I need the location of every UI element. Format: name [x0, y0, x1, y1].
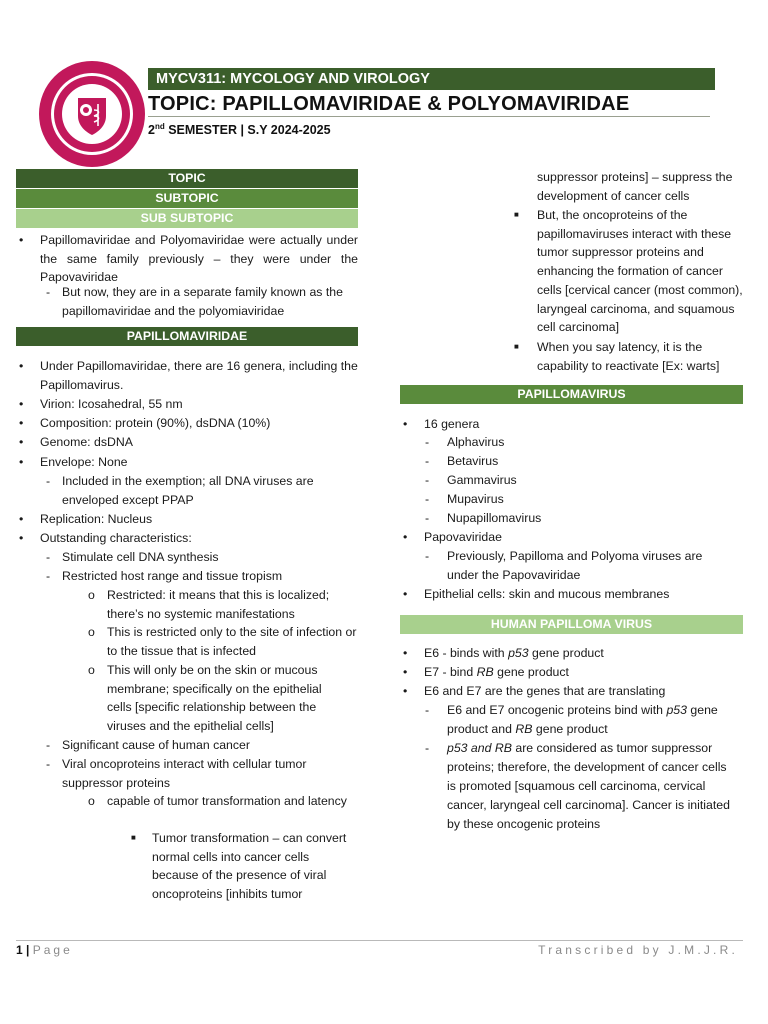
- genera-count: 16 genera: [424, 417, 480, 431]
- genus-mupavirus: Mupavirus: [447, 492, 504, 506]
- page-number-value: 1: [16, 943, 23, 957]
- intro-bullet: Papillomaviridae and Polyomaviridae were actually under the same family previously – they were under the Papovaviridae: [40, 233, 358, 285]
- page-label: Page: [32, 943, 73, 957]
- semester-line: [148, 122, 331, 137]
- oncogenic-binding-line1: [447, 701, 718, 720]
- e7-text: E7 - bind: [424, 665, 477, 679]
- bullet-dot: •: [19, 416, 24, 430]
- genus-gammavirus: Gammavirus: [447, 473, 517, 487]
- tumor-suppressor-line1: [447, 739, 712, 758]
- envelope-sub-bullet: Included in the exemption; all DNA viruses are enveloped except PPAP: [62, 474, 314, 507]
- bullet-circle: o: [88, 625, 95, 639]
- bullet-dash: -: [425, 549, 430, 563]
- e7-text-end: gene product: [493, 665, 569, 679]
- oc-oncoprotein-interaction: But, the oncoproteins of the papillomaviruses interact with these tumor suppressor proteins and enhancing the formation of cancer cells [cervical cancer (most common), laryngeal carcinoma, and squamous cell carcinoma]: [537, 208, 743, 335]
- bullet-dot: •: [403, 684, 408, 698]
- legend-subsubtopic: SUB SUBTOPIC: [16, 209, 358, 228]
- course-title-bar: [148, 68, 715, 90]
- legend-subtopic: SUBTOPIC: [16, 189, 358, 208]
- genera-bullet: Under Papillomaviridae, there are 16 genera, including the Papillomavirus.: [40, 359, 358, 392]
- tumor-transformation-tail: suppressor proteins] – suppress the development of cancer cells: [537, 169, 733, 203]
- e6-e7-bullet: E6 and E7 are the genes that are translating: [424, 684, 666, 698]
- course-title: MYCV311: MYCOLOGY AND VIROLOGY: [156, 71, 430, 87]
- binding-gene-p53: p53: [666, 703, 687, 717]
- bullet-dash: -: [46, 285, 51, 299]
- topic-title: TOPIC: PAPILLOMAVIRIDAE & POLYOMAVIRIDAE: [148, 93, 630, 115]
- oc-restricted-a: Restricted: it means that this is localized; there’s no systemic manifestations: [107, 588, 330, 621]
- papovaviridae-sub: Previously, Papilloma and Polyoma viruses are under the Papovaviridae: [447, 549, 703, 582]
- intro-sub-bullet: But now, they are in a separate family known as the papillomaviridae and the polyomiaviridae: [62, 285, 343, 318]
- bullet-dot: •: [403, 587, 408, 601]
- section-band-hpv: HUMAN PAPILLOMA VIRUS: [400, 615, 743, 634]
- bullet-dash: -: [425, 435, 430, 449]
- bullet-dash: -: [425, 703, 430, 717]
- oc-latency: When you say latency, it is the capability to reactivate [Ex: warts]: [537, 340, 720, 373]
- section-band-papillomavirus: PAPILLOMAVIRUS: [400, 385, 743, 404]
- genome-bullet: Genome: dsDNA: [40, 435, 133, 449]
- bullet-dot: •: [19, 397, 24, 411]
- transcriber-credit: Transcribed by J.M.J.R.: [538, 943, 738, 957]
- oc-restricted-b: This is restricted only to the site of infection or to the tissue that is infected: [107, 625, 357, 658]
- genus-alphavirus: Alphavirus: [447, 435, 505, 449]
- e6-text-end: gene product: [528, 646, 604, 660]
- legend-topic: TOPIC: [16, 169, 358, 188]
- bullet-dash: -: [425, 454, 430, 468]
- bullet-dash: -: [46, 738, 51, 752]
- semester-text: SEMESTER | S.Y 2024-2025: [164, 123, 331, 138]
- tumor-suppressor-line5: by these oncogenic proteins: [447, 817, 601, 831]
- genus-nupapillomavirus: Nupapillomavirus: [447, 511, 542, 525]
- bullet-dash: -: [46, 550, 51, 564]
- bullet-dot: •: [19, 233, 24, 247]
- tumor-suppressor-line2: proteins; therefore, the development of cancer cells: [447, 760, 727, 774]
- oc-oncoproteins: Viral oncoproteins interact with cellular tumor suppressor proteins: [62, 757, 307, 790]
- envelope-bullet: Envelope: None: [40, 455, 128, 469]
- bullet-dot: •: [19, 435, 24, 449]
- tumor-suppressor-line4: cancer, laryngeal cell carcinoma]. Cancer is initiated: [447, 798, 730, 812]
- bullet-square: ■: [514, 210, 519, 219]
- bullet-dash: -: [425, 511, 430, 525]
- bullet-circle: o: [88, 794, 95, 808]
- binding-text-end: gene: [686, 703, 718, 717]
- binding-text-2-end: gene product: [532, 722, 608, 736]
- page-number: [16, 943, 73, 957]
- bullet-dash: -: [46, 474, 51, 488]
- e7-gene: RB: [476, 665, 494, 679]
- binding-text-2: product and: [447, 722, 516, 736]
- binding-text: E6 and E7 oncogenic proteins bind with: [447, 703, 667, 717]
- bullet-dot: •: [403, 646, 408, 660]
- bullet-dot: •: [19, 512, 24, 526]
- bullet-circle: o: [88, 663, 95, 677]
- bullet-square: ■: [514, 342, 519, 351]
- bullet-dash: -: [425, 473, 430, 487]
- semester-ordinal: nd: [154, 122, 165, 131]
- tumor-suppressor-line3: is promoted [squamous cell carcinoma, cervical: [447, 779, 706, 793]
- footer-divider: [16, 940, 743, 941]
- bullet-dot: •: [403, 665, 408, 679]
- suppressor-genes: p53 and RB: [447, 741, 512, 755]
- bullet-dot: •: [19, 359, 24, 373]
- oc-dna-synthesis: Stimulate cell DNA synthesis: [62, 550, 219, 564]
- oc-restricted-c: This will only be on the skin or mucous membrane; specifically on the epithelial cells [specific relationship between the viruses and the epithelial cells]: [107, 663, 322, 734]
- papovaviridae-bullet: Papovaviridae: [424, 530, 502, 544]
- bullet-dot: •: [403, 417, 408, 431]
- virion-bullet: Virion: Icosahedral, 55 nm: [40, 397, 183, 411]
- page-separator: |: [22, 943, 33, 957]
- epithelial-bullet: Epithelial cells: skin and mucous membranes: [424, 587, 670, 601]
- bullet-dot: •: [403, 530, 408, 544]
- oc-tumor-latency: capable of tumor transformation and latency: [107, 794, 347, 808]
- suppressor-text: are considered as tumor suppressor: [511, 741, 713, 755]
- e6-gene: p53: [508, 646, 529, 660]
- binding-gene-rb: RB: [515, 722, 533, 736]
- replication-bullet: Replication: Nucleus: [40, 512, 153, 526]
- section-band-papillomaviridae: PAPILLOMAVIRIDAE: [16, 327, 358, 346]
- oc-restricted-host: Restricted host range and tissue tropism: [62, 569, 283, 583]
- oncogenic-binding-line2: [447, 720, 608, 739]
- genus-betavirus: Betavirus: [447, 454, 499, 468]
- bullet-dot: •: [19, 455, 24, 469]
- oc-human-cancer: Significant cause of human cancer: [62, 738, 250, 752]
- bullet-circle: o: [88, 588, 95, 602]
- oc-tumor-transformation: Tumor transformation – can convert normal cells into cancer cells because of the presence of viral oncoproteins [inhibits tumor: [152, 831, 347, 902]
- bullet-square: ■: [131, 833, 136, 842]
- bullet-dot: •: [19, 531, 24, 545]
- semester-number: 2: [148, 123, 155, 138]
- bullet-dash: -: [46, 757, 51, 771]
- composition-bullet: Composition: protein (90%), dsDNA (10%): [40, 416, 271, 430]
- e6-bullet: [424, 644, 604, 663]
- bullet-dash: -: [425, 741, 430, 755]
- bullet-dash: -: [46, 569, 51, 583]
- title-divider: [148, 116, 710, 117]
- e6-text: E6 - binds with: [424, 646, 509, 660]
- oc-tumor-transformation-continued: [537, 168, 743, 205]
- e7-bullet: [424, 663, 569, 682]
- bullet-dash: -: [425, 492, 430, 506]
- outstanding-bullet: Outstanding characteristics:: [40, 531, 192, 545]
- university-seal-logo: [38, 60, 146, 168]
